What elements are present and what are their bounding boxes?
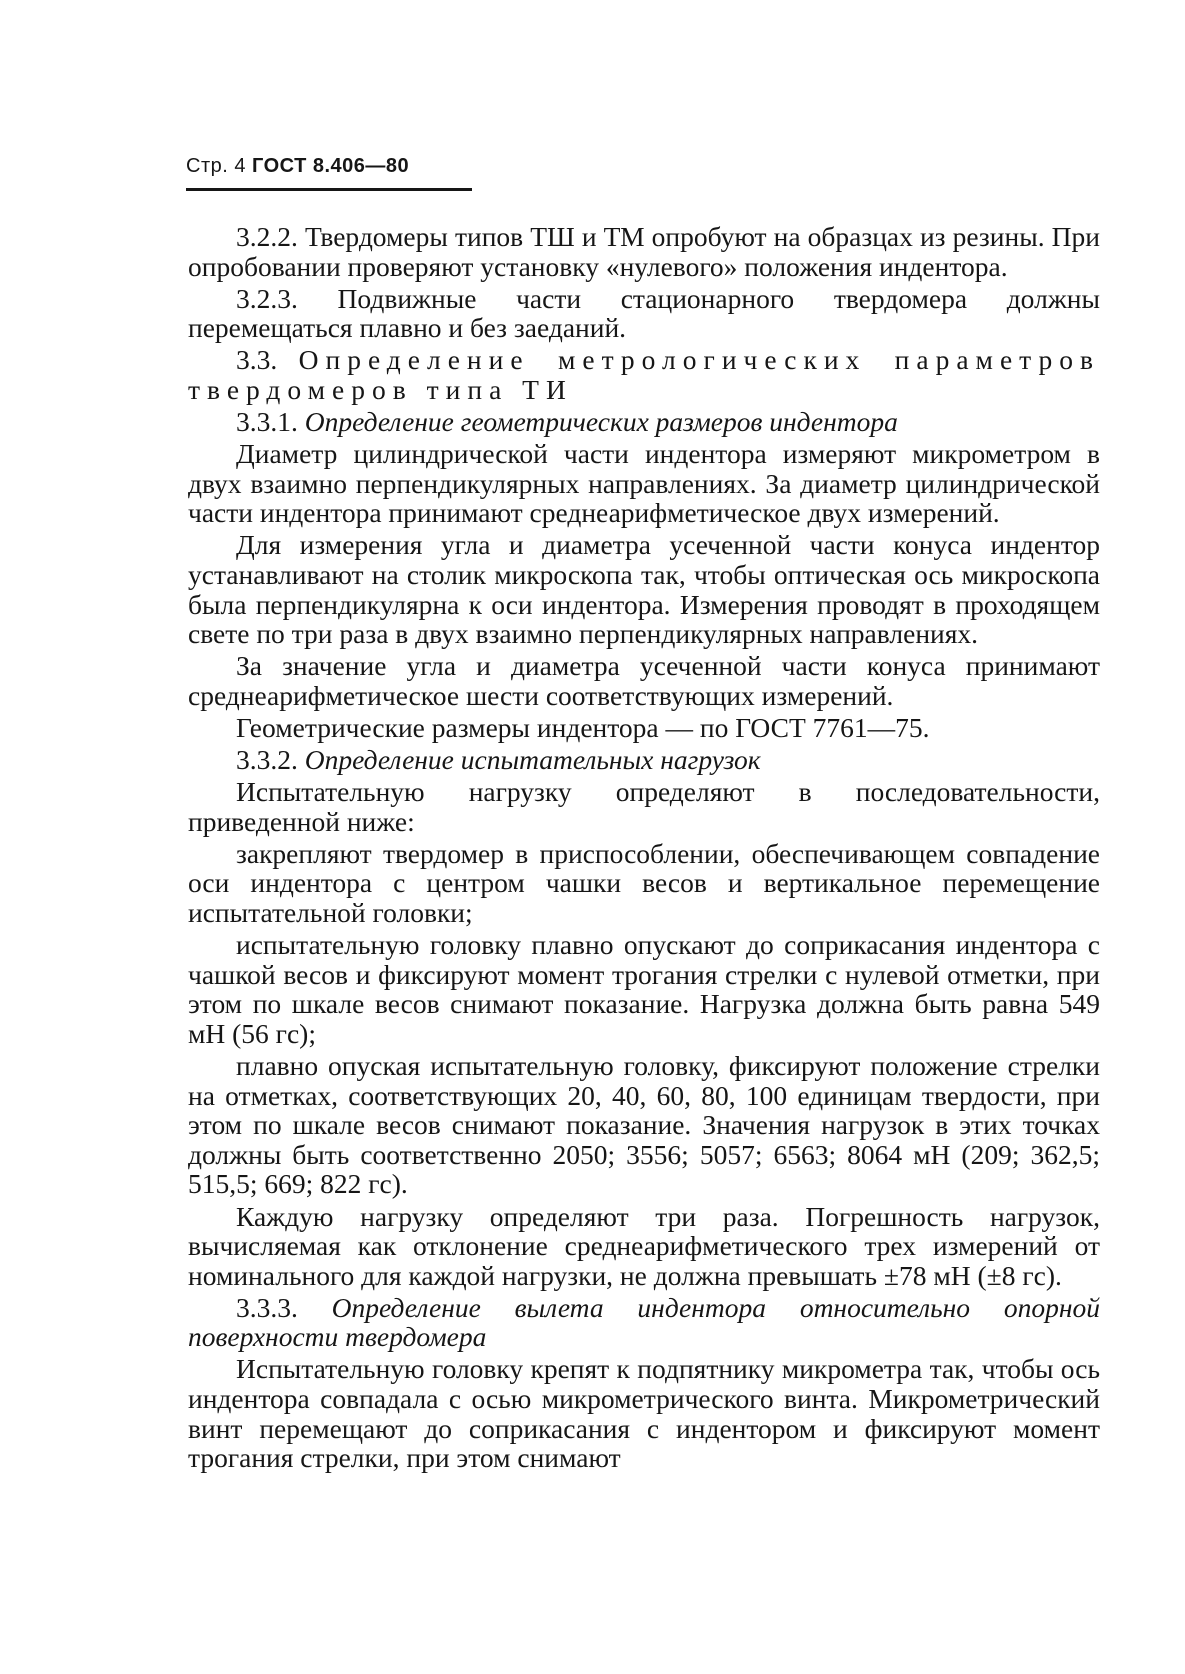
paragraph: плавно опуская испытательную головку, фиксируют положение стрелки на отметках, соответствующих 20, 40, 60, 80, 100 единицам твердости, при этом по шкале весов снимают показание. Значения нагрузок в этих точках должны быть соответственно 2050; 3556; 5057; 6563; 8064 мН (209; 362,5; 515,5; 669; 822 гс). (188, 1050, 1100, 1200)
section-title: Определение геометрических размеров индентора (304, 406, 898, 438)
section-3-3-2-heading (188, 745, 1100, 775)
paragraph-3-2-2: 3.2.2. Твердомеры типов ТШ и ТМ опробуют на образцах из резины. При опробовании проверяют установку «нулевого» положения индентора. (188, 221, 1100, 282)
section-title: Определение испытательных нагрузок (304, 744, 761, 776)
section-number: 3.3.2. (236, 744, 298, 776)
paragraph: Для измерения угла и диаметра усеченной части конуса индентор устанавливают на столик микроскопа так, чтобы оптическая ось микроскопа была перпендикулярна к оси индентора. Измерения проводят в проходящем свете по три раза в двух взаимно перпендикулярных направлениях. (188, 529, 1100, 650)
section-title: Определение вылета индентора относительно опорной поверхности твердомера (188, 1291, 1100, 1353)
standard-code: ГОСТ 8.406—80 (252, 155, 410, 177)
section-3-3-heading (188, 345, 1100, 404)
paragraph: испытательную головку плавно опускают до соприкасания индентора с чашкой весов и фиксируют момент трогания стрелки с нулевой отметки, при этом по шкале весов снимают показание. Нагрузка должна быть равна 549 мН (56 гс); (188, 929, 1100, 1049)
paragraph: Диаметр цилиндрической части индентора измеряют микрометром в двух взаимно перпендикулярных направлениях. За диаметр цилиндрической части индентора принимают среднеарифметическое двух измерений. (188, 438, 1100, 529)
section-number: 3.3.3. (236, 1291, 298, 1323)
header-rule (186, 188, 472, 191)
section-number: 3.3.1. (236, 406, 298, 438)
paragraph: За значение угла и диаметра усеченной части конуса принимают среднеарифметическое шести соответствующих измерений. (188, 650, 1100, 711)
page-header (186, 155, 409, 178)
section-3-3-1-heading (188, 407, 1100, 437)
paragraph: Испытательную головку крепят к подпятнику микрометра так, чтобы ось индентора совпадала с осью микрометрического винта. Микрометрический винт перемещают до соприкасания с индентором и фиксируют момент трогания стрелки, при этом снимают (188, 1353, 1100, 1474)
page-number: Стр. 4 (186, 155, 246, 177)
paragraph-3-2-3: 3.2.3. Подвижные части стационарного твердомера должны перемещаться плавно и без заеданий. (188, 282, 1100, 344)
paragraph: Испытательную нагрузку определяют в последовательности, приведенной ниже: (188, 776, 1100, 837)
paragraph: закрепляют твердомер в приспособлении, обеспечивающем совпадение оси индентора с центром чашки весов и вертикальное перемещение испытательной головки; (188, 837, 1100, 929)
section-3-3-3-heading (188, 1293, 1100, 1352)
document-body (188, 222, 1100, 1473)
paragraph: Каждую нагрузку определяют три раза. Погрешность нагрузок, вычисляемая как отклонение среднеарифметического трех измерений от номинального для каждой нагрузки, не должна превышать ±78 мН (±8 гс). (188, 1200, 1100, 1291)
section-title: Определение метрологических параметров твердомеров типа ТИ (188, 344, 1100, 405)
section-number: 3.3. (236, 344, 278, 376)
paragraph: Геометрические размеры индентора — по ГОСТ 7761—75. (236, 712, 930, 743)
